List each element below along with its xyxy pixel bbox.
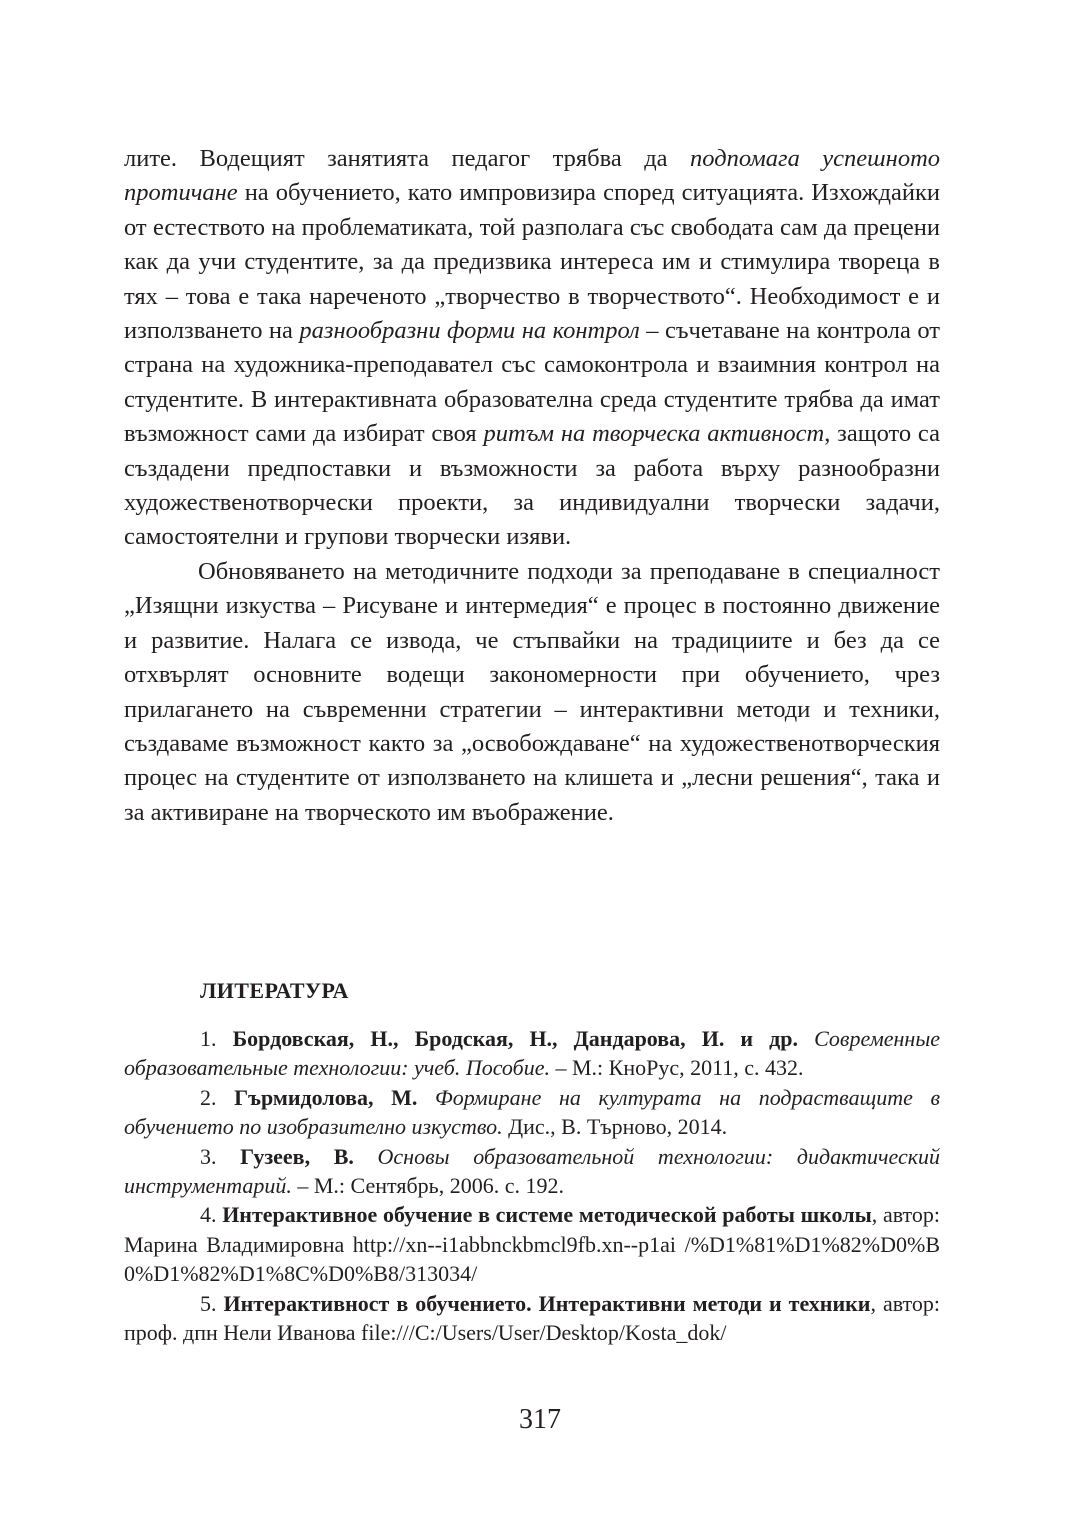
reference-title: Формиране на културата на подрастващите в обучението по изобразително изкуство.	[124, 1084, 941, 1140]
page-content	[124, 142, 941, 1346]
italic-run: подпомага успешното протичане	[124, 145, 941, 207]
reference-title: Основы образовательной технологии: дидактический инструментарий.	[124, 1143, 941, 1199]
reference-number: 1.	[200, 1026, 233, 1051]
reference-number: 2.	[200, 1084, 235, 1110]
references-list	[124, 1024, 940, 1347]
body-text	[124, 142, 940, 830]
text-run: лите. Водещият занятията педагог трябва да	[124, 145, 691, 172]
italic-run: ритъм на творческа активност	[483, 420, 825, 448]
reference-authors: Интерактивност в обучението. Интерактивни методи и техники	[223, 1290, 871, 1316]
reference-item	[124, 1200, 940, 1288]
italic-run: разнообразни форми на контрол	[299, 317, 640, 345]
reference-item	[124, 1289, 940, 1348]
reference-title: Современные образовательные технологии: учеб. Пособие.	[124, 1026, 940, 1081]
reference-details: , автор: Марина Владимировна http://xn--i1abbnckbmcl9fb.xn--p1ai /%D1%81%D1%82%D0%B0%D1%82%D1%8C%D0%B8/313034/	[124, 1202, 940, 1287]
references-heading: ЛИТЕРАТУРА	[200, 978, 349, 1003]
reference-details: , автор: проф. дпн Нели Иванова file:///C:/Users/User/Desktop/Kosta_dok/	[124, 1290, 940, 1346]
paragraph-1	[124, 142, 940, 555]
reference-item	[124, 1142, 940, 1201]
reference-authors: Гузеев, В.	[240, 1143, 354, 1169]
reference-authors: Бордовская, Н., Бродская, Н., Дандарова, И. и др.	[232, 1026, 799, 1051]
reference-authors: Гърмидолова, М.	[234, 1084, 418, 1110]
reference-number: 5.	[200, 1290, 224, 1316]
reference-number: 3.	[200, 1143, 241, 1169]
text-run: на обучението, като импровизира според ситуацията. Изхождайки от естеството на проблематиката, той разполага със свободата сам да прецени как да учи студентите, за да предизвика интереса им и стимулира твореца в тях – това е така нареченото „творчество в творчеството“. Необходимост е и използването на	[124, 179, 940, 345]
page-number: 317	[519, 1404, 561, 1435]
reference-details: – М.: Сентябрь, 2006. с. 192.	[291, 1173, 564, 1199]
reference-item	[124, 1024, 940, 1083]
text-run: , защото са създадени предпоставки и възможности за работа върху разнообразни художественотворчески проекти, за индивидуални творчески задачи, самостоятелни и групови творчески изяви.	[124, 420, 940, 551]
reference-details: Дис., В. Търново, 2014.	[502, 1114, 728, 1140]
reference-number: 4.	[200, 1202, 223, 1228]
paragraph-2: Обновяването на методичните подходи за преподаване в специалност „Изящни изкуства – Рисуване и интермедия“ е процес в постоянно движение и развитие. Налага се извода, че стъпвайки на традициите и без да се отхвърлят основните водещи закономерности при обучението, чрез прилагането на съвременни стратегии – интерактивни методи и техники, създаваме възможност както за „освобождаване“ на художественотворческия процес на студентите от използването на клишета и „лесни решения“, така и за активиране на творческото им въображение.	[124, 557, 940, 826]
reference-details: – М.: КноРус, 2011, с. 432.	[549, 1055, 804, 1081]
reference-item	[124, 1083, 940, 1142]
text-run: – съчетаване на контрола от страна на художника-преподавател със самоконтрола и взаимния контрол на студентите. В интерактивната образователна среда студентите трябва да имат възможност сами да избират своя	[124, 317, 940, 448]
reference-authors: Интерактивное обучение в системе методической работы школы	[222, 1202, 872, 1228]
